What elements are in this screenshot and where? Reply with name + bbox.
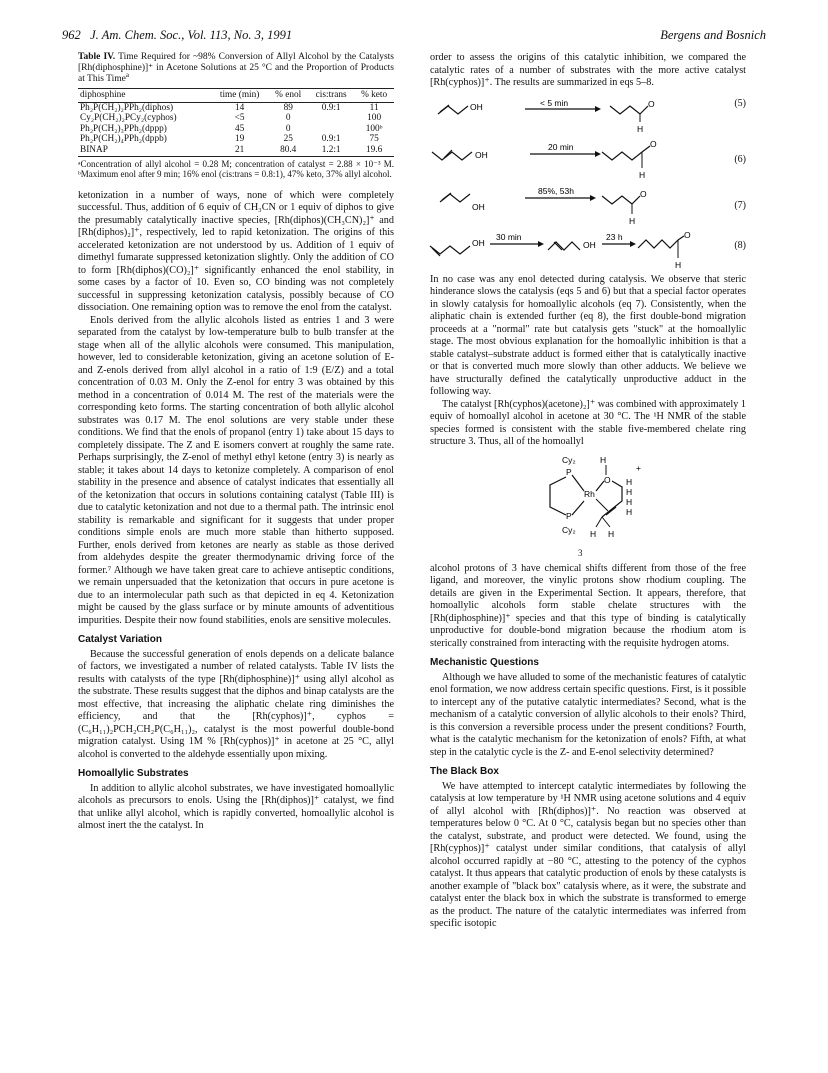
table-row — [78, 145, 394, 156]
structure-3 — [430, 451, 746, 561]
hydrogen-label: H — [629, 215, 636, 226]
arrow-label: 20 min — [548, 141, 574, 152]
right-column — [430, 52, 746, 931]
table-cell: 11 — [369, 102, 379, 113]
hydroxyl-label: OH — [472, 237, 485, 248]
table-row — [78, 134, 394, 145]
carbonyl-bond — [642, 146, 650, 152]
table-caption-text: Time Required for ~98% Conversion of Allyl Alcohol by the Catalysts [Rh(diphosphine)]⁺ in Acetone Solutions at 25 °C and the Proportion of Products at This Time — [78, 52, 394, 84]
header-left — [62, 28, 292, 43]
hydrogen-label: H — [675, 259, 682, 270]
table-cell: 19 — [234, 134, 245, 145]
table-cell: 0.9:1 — [321, 134, 341, 145]
paragraph: order to assess the origins of this catalytic inhibition, we compared the catalytic rates of a number of substrates with the more active catalyst [Rh(cyphos)]⁺. The results are summarized in eqs 5–8. — [430, 52, 746, 88]
paragraph: alcohol protons of 3 have chemical shifts different from those of the free ligand, and moreover, the vinylic protons show rhodium coupling. The details are given in the Experimental Section. It appears, therefore, that homoallylic alcohols form stable chelate structures with the [Rh(diphosphine)]⁺ species and that this type of binding is catalytically unproductive for double-bond migration because the rhodium atom is sterically constrained from interacting with the requisite hydrogen atoms. — [430, 562, 746, 649]
table-cell: 45 — [234, 123, 245, 134]
alkyl-chain — [602, 481, 622, 517]
structure-3-drawing — [540, 451, 660, 547]
c-h-bond — [596, 517, 602, 527]
double-bond — [440, 105, 449, 112]
rh-olefin-bond — [596, 499, 608, 511]
arrow-label: 85%, 53h — [538, 185, 574, 196]
hydroxyl-label: OH — [472, 201, 485, 212]
cy-label-top: Cy₂ — [562, 454, 576, 465]
double-bond — [444, 150, 452, 158]
double-bond — [432, 248, 440, 256]
hydrogen-label: H — [626, 496, 633, 507]
arrow-label: 30 min — [496, 231, 522, 242]
section-heading: The Black Box — [430, 766, 499, 777]
page-number: 962 — [62, 28, 81, 42]
equation-8-scheme — [430, 230, 720, 274]
rh-o-bond — [596, 481, 604, 491]
hydrogen-label: H — [590, 528, 597, 539]
phosphorus-top: P — [566, 466, 572, 477]
product-skeleton — [602, 196, 632, 204]
table-cell: 25 — [283, 134, 293, 145]
col-header: cis:trans — [308, 89, 354, 103]
left-column — [78, 52, 394, 833]
table-cell: 100ᵇ — [365, 123, 383, 134]
carbonyl-bond — [640, 106, 648, 114]
hydrogen-label: H — [626, 506, 633, 517]
oxygen-label: O — [604, 474, 611, 485]
rhodium-label: Rh — [584, 488, 595, 499]
arrowhead — [595, 151, 601, 157]
table-cell: 14 — [234, 102, 245, 113]
charge-plus: + — [636, 462, 641, 473]
table-header-row — [78, 89, 394, 103]
section-heading: Mechanistic Questions — [430, 657, 539, 668]
double-bond — [442, 193, 451, 200]
table-row — [78, 124, 394, 135]
c-h-bond — [602, 517, 610, 527]
col-header: time (min) — [211, 89, 268, 103]
oxygen-label: O — [650, 138, 657, 149]
table-label: Table IV. — [78, 52, 116, 62]
chelate-backbone — [550, 477, 566, 515]
equation-7 — [430, 184, 746, 228]
paragraph: The catalyst [Rh(cyphos)(acetone)₂]⁺ was combined with approximately 1 equiv of homoallyl alcohol in acetone at 30 °C. The ¹H NMR of the stable species formed is consistent with the stable five-membered chelate ring structure 3. Thus, all of the homoallyl — [430, 398, 746, 447]
equation-6-scheme — [430, 138, 720, 182]
data-table — [78, 88, 394, 157]
oxygen-label: O — [648, 98, 655, 109]
carbonyl-bond — [632, 196, 640, 204]
table-cell: Cy₂P(CH₂)₂PCy₂(cyphos) — [80, 113, 177, 124]
col-header: diphosphine — [78, 89, 211, 103]
arrow-label: < 5 min — [540, 97, 569, 108]
section-heading: Homoallylic Substrates — [78, 768, 189, 780]
hydrogen-label: H — [600, 454, 607, 465]
col-header: % enol — [268, 89, 308, 103]
hydrogen-label: H — [626, 476, 633, 487]
hydrogen-label: H — [639, 169, 646, 180]
table-cell: 80.4 — [268, 145, 308, 156]
product-skeleton — [610, 106, 640, 114]
table-cell: <5 — [234, 113, 245, 124]
phosphorus-bottom: P — [566, 510, 572, 521]
equation-5-scheme — [430, 96, 720, 136]
table-caption-mark: a — [125, 70, 129, 79]
product-skeleton — [602, 152, 642, 160]
equation-number: (5) — [734, 97, 746, 109]
paragraph: We have attempted to intercept catalytic intermediates by following the catalysis at low temperature by ¹H NMR using acetone solutions and 4 equiv of allyl alcohol with [Rh(diphos)]⁺. No reaction was observed at temperatures below 0 °C. At 0 °C, catalysis began but no species other than the catalyst, substrate, and product were detected. We found, using the [Rh(cyphos)]⁺ catalyst under similar conditions, that catalysis of allyl alcohol occurred rapidly at −80 °C, attesting to the potency of the cyphos catalyst. It thus appears that catalytic production of enols by these catalysts is another example of "black box" catalysis where, as it were, the substrate and catalyst enter the black box in which the substrate is transformed to emerge as the product. The nature of the catalytic intermediates was inferred from specific isotopic — [430, 780, 746, 929]
oxygen-label: O — [640, 188, 647, 199]
table-row — [78, 113, 394, 124]
hydroxyl-label: OH — [583, 239, 596, 250]
equation-6 — [430, 138, 746, 182]
p-rh-bond — [572, 501, 584, 515]
table-cell: 0 — [285, 113, 291, 124]
table-cell — [308, 124, 354, 135]
product-skeleton — [638, 240, 678, 248]
paragraph: ketonization in a number of ways, none of which were completely successful. Thus, addition of 6 equiv of CH₃CN or 1 equiv of diphos to give the presumably catalytically inactive species, [Rh(diphos)(CH₃CN)₂]⁺ and [Rh(diphos)₂]⁺, respectively, led to rapid ketonization. The origins of this accelerated ketonization are not understood by us. Addition of 1 equiv of dimethyl fumarate suppressed ketonization slightly. Only the addition of CO to form [Rh(diphos)(CO)₂]⁺ significantly enhanced the enol stability, in some cases by a factor of 10. Even so, CO binding was not completely successful in suppressing ketonization catalysis, possibly because of CO dissociation. One remaining option was to remove the enol from the catalyst. — [78, 189, 394, 314]
table-cell: Ph₂P(CH₂)₃PPh₂(dppp) — [80, 123, 167, 134]
oxygen-label: O — [684, 229, 691, 240]
table-cell: 75 — [369, 134, 379, 145]
intermediate-skeleton — [548, 242, 580, 250]
hydroxyl-label: OH — [470, 101, 483, 112]
reactant-skeleton — [432, 152, 472, 160]
table-cell: 100 — [367, 113, 382, 124]
equations-block — [430, 96, 746, 274]
table-cell: 1.2:1 — [308, 145, 354, 156]
paragraph: Although we have alluded to some of the mechanistic features of catalytic enol formation, we now address certain specific questions. First, is it possible to intercept any of the putative catalytic intermediates? Second, what is the mechanism of a catalytic conversion of allylic alcohols to their enols? Third, is this conversion a reversible process under the present conditions? Fourth, what is the catalytic mechanism for the ketonization of enols? Fifth, at what step in the catalytic cycle is the Z- and E-enol selectivity determined? — [430, 671, 746, 758]
table-cell — [308, 113, 354, 124]
structure-number: 3 — [578, 547, 583, 558]
section-heading: Catalyst Variation — [78, 634, 162, 646]
table-row — [78, 102, 394, 113]
page-header — [62, 28, 766, 46]
paragraph: Because the successful generation of enols depends on a delicate balance of factors, we investigated a number of related catalysts. Table IV lists the results with catalysts of the type [Rh(diphosphine)]⁺ using allyl alcohol as the substrate. These results suggest that the diphos and binap catalysts are the most effective, that increasing the aliphatic chelate ring diminishes the efficiency, and that the [Rh(cyphos)]⁺, cyphos = (C₆H₁₁)₂PCH₂CH₂P(C₆H₁₁)₂, catalyst is the most powerful double-bond migration catalyst. Using 1M % [Rh(cyphos)]⁺ in acetone at 25 °C, allyl alcohol is converted to the aldehyde essentially upon mixing. — [78, 648, 394, 760]
arrowhead — [595, 106, 601, 112]
p-rh-bond — [572, 475, 584, 491]
journal-citation: J. Am. Chem. Soc., Vol. 113, No. 3, 1991 — [90, 28, 293, 42]
arrowhead — [590, 195, 596, 201]
running-authors: Bergens and Bosnich — [660, 28, 766, 42]
equation-number: (6) — [734, 153, 746, 165]
table-caption — [78, 52, 394, 85]
hydroxyl-label: OH — [475, 149, 488, 160]
equation-7-scheme — [430, 184, 720, 228]
table-cell: Ph₂P(CH₂)₄PPh₂(dppb) — [80, 134, 167, 145]
table-cell: 0 — [285, 123, 291, 134]
hydrogen-label: H — [637, 123, 644, 134]
arrowhead — [630, 241, 636, 247]
table-footnote: ᵃConcentration of allyl alcohol = 0.28 M; concentration of catalyst = 2.88 × 10⁻³ M. ᵇMaximum enol after 9 min; 16% enol (cis:trans = 0.8:1), 47% keto, 37% allyl alcohol. — [78, 158, 394, 180]
col-header: % keto — [354, 89, 394, 103]
table-cell: 0.9:1 — [321, 102, 341, 113]
equation-8 — [430, 230, 746, 274]
arrow-label: 23 h — [606, 231, 623, 242]
table-cell: 21 — [211, 145, 268, 156]
equation-number: (7) — [734, 199, 746, 211]
equation-5 — [430, 96, 746, 136]
paragraph: In no case was any enol detected during catalysis. We observe that steric hinderance slows the catalysis (eqs 5 and 6) but that a special factor operates in slowly catalysis for homoallylic alcohols (eq 7). Consistently, when the aliphatic chain is extended further (eq 8), the first double-bond migration proceeds at a "normal" rate but catalysis gets "stuck" at the homoallylic stage. The most obvious explanation for the homoallylic inhibition is that a stable catalyst–substrate adduct is formed either that is catalytically inactive or that is converted much more slowly than other adducts. We believe we have structurally defined the catalytically unproductive adduct in the following way. — [430, 273, 746, 397]
table-cell: BINAP — [78, 145, 211, 156]
cy-label-bottom: Cy₂ — [562, 524, 576, 535]
table-cell: 19.6 — [354, 145, 394, 156]
table-cell: 89 — [283, 102, 293, 113]
paragraph: Enols derived from the allylic alcohols listed as entries 1 and 3 were separated from the catalyst by low-temperature bulb to bulb transfer at the stage when all of the allylic alcohols were consumed. This manipulation, however, led to considerable ketonization, giving an acetone solution of E- and Z-enols derived from allyl alcohol in a ratio of 1:9 (E/Z) and a total concentration of 0.03 M. Only the Z-enol for entry 3 was obtained by this method in a concentration of 0.014 M. The rest of the materials were the corresponding keto forms. The starting concentration of both allylic alcohol substrates was 0.17 M. The enol solutions are very stable under these conditions. We find that the enols of propanol (entry 1) take about 15 days to completely dissipate. The Z and E isomers convert at roughly the same rate. Perhaps surprisingly, the Z-enol of methyl ethyl ketone (entry 3) is nearly as stable; it takes about 14 days to ketonize completely. A comparison of enol stability in the presence and absence of catalyst indicates that essentially all of the ketonization that occurs in solutions containing catalyst (Table III) is due to catalytic ketonization and not due to a thermal path. The intrinsic enol stability is remarkable and significant for it suggests that under proper conditions simple enols are much more stable than hitherto supposed. Further, enols derived from ketones are nearly as stable as those derived from aldehydes despite the greater thermodynamic driving force of the former.⁷ Although we have taken great care to achieve antiseptic conditions, we remain unpersuaded that the ketonization that occurs in pure acetone is due to an intermolecular path such as that depicted in eq 4. Ketonization might be caused by the glass surface or by minute amounts of adventitious impurities. Despite their now found stabilities, enols are sensitive molecules. — [78, 314, 394, 626]
arrowhead — [538, 241, 544, 247]
hydrogen-label: H — [626, 486, 633, 497]
hydrogen-label: H — [608, 528, 615, 539]
table-cell: Ph₂P(CH₂)₂PPh₂(diphos) — [80, 102, 174, 113]
paragraph: In addition to allylic alcohol substrates, we have investigated homoallylic alcohols as precursors to enols. Using the [Rh(diphos)]⁺ catalyst, we find that unlike allyl alcohol, which is rapidly converted, homoallylic alcohol is almost inert the the catalyst. In — [78, 782, 394, 832]
equation-number: (8) — [734, 239, 746, 251]
